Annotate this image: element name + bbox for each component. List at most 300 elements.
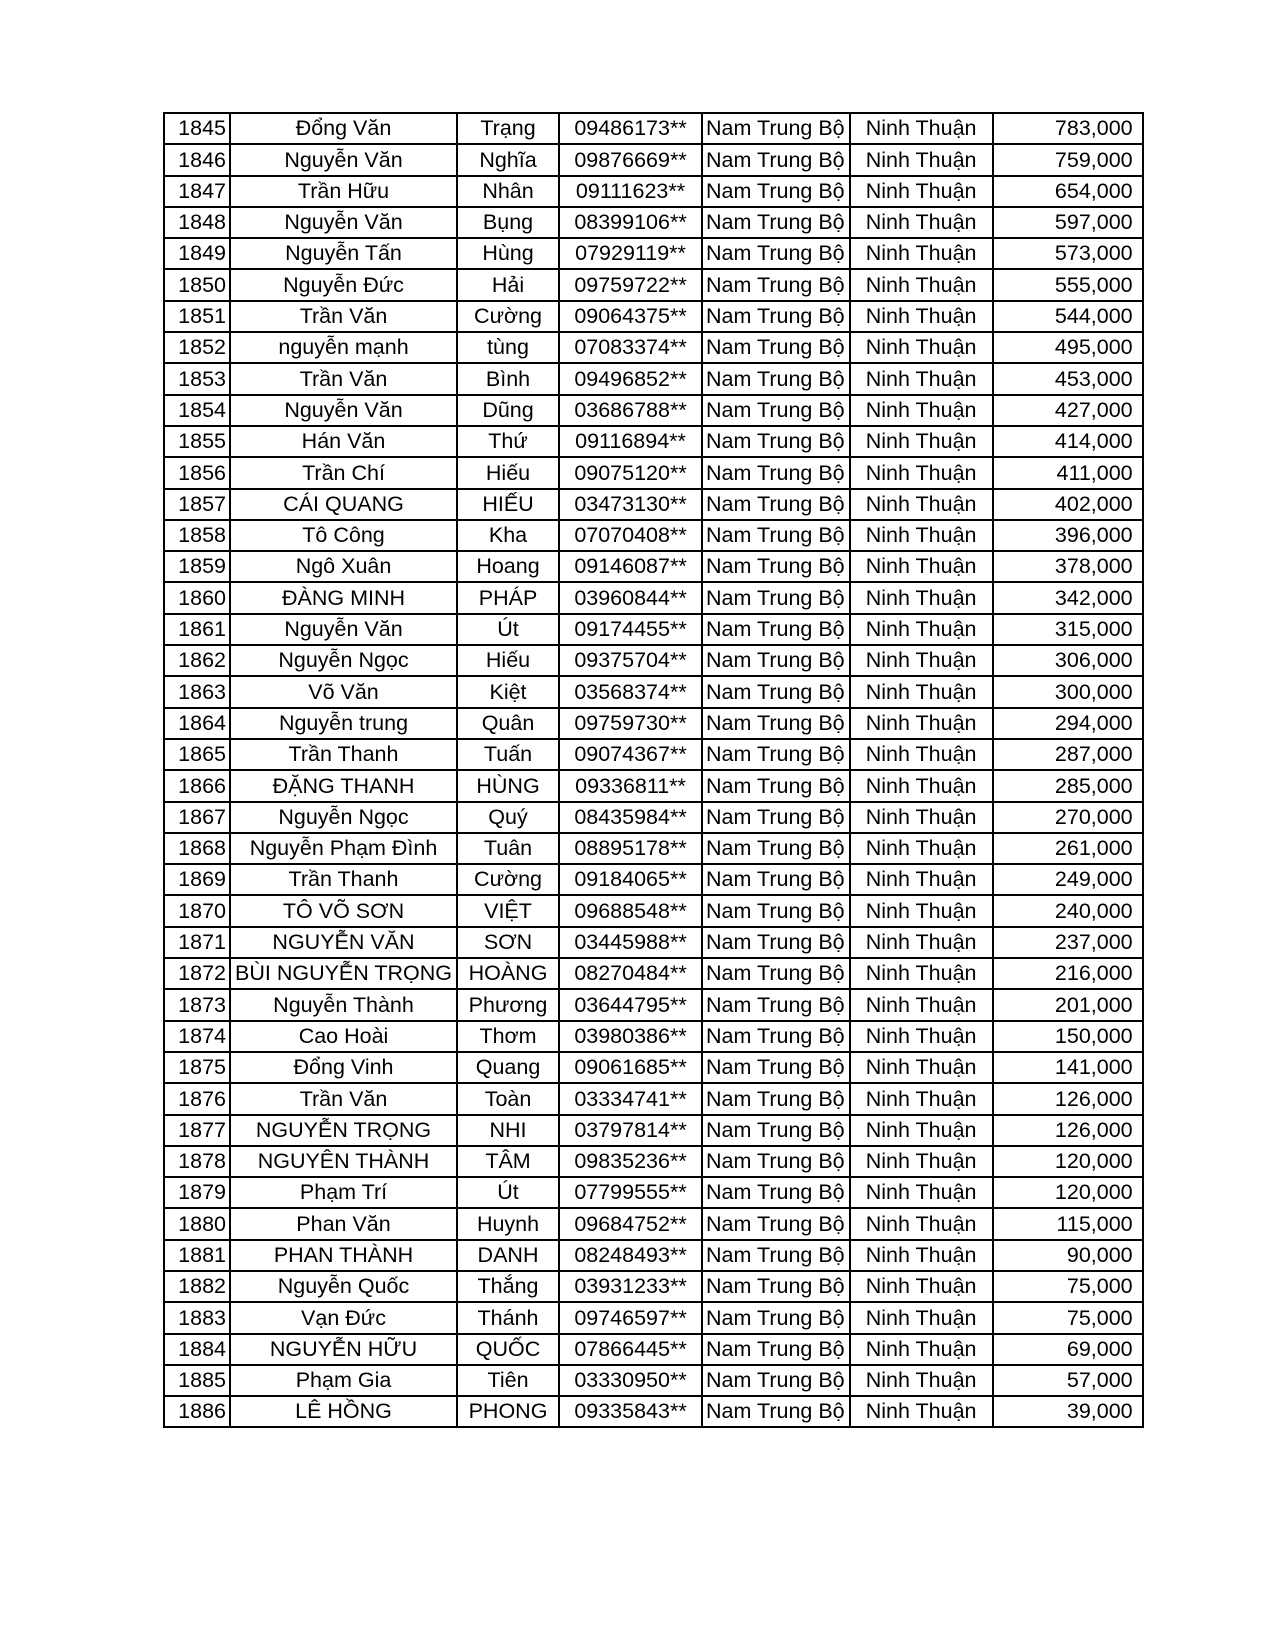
region-cell: Nam Trung Bộ xyxy=(702,551,850,582)
phone-number-cell: 08435984** xyxy=(559,802,702,833)
region-cell: Nam Trung Bộ xyxy=(702,113,850,144)
province-cell: Ninh Thuận xyxy=(850,1271,993,1302)
surname-middle-name-cell: Nguyễn Văn xyxy=(230,144,457,175)
row-number-cell: 1852 xyxy=(164,332,230,363)
region-cell: Nam Trung Bộ xyxy=(702,1302,850,1333)
row-number-cell: 1885 xyxy=(164,1365,230,1396)
surname-middle-name-cell: ĐẶNG THANH xyxy=(230,770,457,801)
amount-cell: 495,000 xyxy=(993,332,1143,363)
row-number-cell: 1856 xyxy=(164,457,230,488)
surname-middle-name-cell: Phạm Gia xyxy=(230,1365,457,1396)
row-number-cell: 1860 xyxy=(164,582,230,613)
table-row xyxy=(164,1083,1143,1114)
table-row xyxy=(164,551,1143,582)
table-row xyxy=(164,1271,1143,1302)
province-cell: Ninh Thuận xyxy=(850,363,993,394)
phone-number-cell: 09146087** xyxy=(559,551,702,582)
given-name-cell: Thơm xyxy=(457,1021,559,1052)
row-number-cell: 1870 xyxy=(164,895,230,926)
given-name-cell: Nhân xyxy=(457,176,559,207)
surname-middle-name-cell: Đổng Văn xyxy=(230,113,457,144)
row-number-cell: 1846 xyxy=(164,144,230,175)
region-cell: Nam Trung Bộ xyxy=(702,864,850,895)
amount-cell: 285,000 xyxy=(993,770,1143,801)
phone-number-cell: 03980386** xyxy=(559,1021,702,1052)
phone-number-cell: 07799555** xyxy=(559,1177,702,1208)
surname-middle-name-cell: Nguyễn Văn xyxy=(230,395,457,426)
region-cell: Nam Trung Bộ xyxy=(702,1177,850,1208)
surname-middle-name-cell: Cao Hoài xyxy=(230,1021,457,1052)
province-cell: Ninh Thuận xyxy=(850,895,993,926)
amount-cell: 414,000 xyxy=(993,426,1143,457)
given-name-cell: Nghĩa xyxy=(457,144,559,175)
amount-cell: 402,000 xyxy=(993,489,1143,520)
phone-number-cell: 09184065** xyxy=(559,864,702,895)
given-name-cell: Cường xyxy=(457,864,559,895)
given-name-cell: PHÁP xyxy=(457,582,559,613)
table-row xyxy=(164,833,1143,864)
phone-number-cell: 03960844** xyxy=(559,582,702,613)
region-cell: Nam Trung Bộ xyxy=(702,332,850,363)
phone-number-cell: 09336811** xyxy=(559,770,702,801)
amount-cell: 783,000 xyxy=(993,113,1143,144)
given-name-cell: Út xyxy=(457,614,559,645)
row-number-cell: 1884 xyxy=(164,1334,230,1365)
table-row xyxy=(164,1177,1143,1208)
table-row xyxy=(164,1208,1143,1239)
amount-cell: 759,000 xyxy=(993,144,1143,175)
region-cell: Nam Trung Bộ xyxy=(702,645,850,676)
province-cell: Ninh Thuận xyxy=(850,395,993,426)
province-cell: Ninh Thuận xyxy=(850,802,993,833)
given-name-cell: VIỆT xyxy=(457,895,559,926)
surname-middle-name-cell: PHAN THÀNH xyxy=(230,1240,457,1271)
province-cell: Ninh Thuận xyxy=(850,1396,993,1427)
surname-middle-name-cell: Nguyễn Văn xyxy=(230,207,457,238)
amount-cell: 261,000 xyxy=(993,833,1143,864)
amount-cell: 150,000 xyxy=(993,1021,1143,1052)
phone-number-cell: 03686788** xyxy=(559,395,702,426)
region-cell: Nam Trung Bộ xyxy=(702,708,850,739)
province-cell: Ninh Thuận xyxy=(850,489,993,520)
amount-cell: 57,000 xyxy=(993,1365,1143,1396)
region-cell: Nam Trung Bộ xyxy=(702,770,850,801)
given-name-cell: Trạng xyxy=(457,113,559,144)
surname-middle-name-cell: Nguyễn Phạm Đình xyxy=(230,833,457,864)
amount-cell: 396,000 xyxy=(993,520,1143,551)
surname-middle-name-cell: Trần Thanh xyxy=(230,739,457,770)
row-number-cell: 1866 xyxy=(164,770,230,801)
given-name-cell: Hải xyxy=(457,269,559,300)
given-name-cell: Bình xyxy=(457,363,559,394)
region-cell: Nam Trung Bộ xyxy=(702,489,850,520)
surname-middle-name-cell: Trần Văn xyxy=(230,301,457,332)
province-cell: Ninh Thuận xyxy=(850,1115,993,1146)
amount-cell: 141,000 xyxy=(993,1052,1143,1083)
province-cell: Ninh Thuận xyxy=(850,1146,993,1177)
row-number-cell: 1886 xyxy=(164,1396,230,1427)
region-cell: Nam Trung Bộ xyxy=(702,301,850,332)
given-name-cell: Quang xyxy=(457,1052,559,1083)
surname-middle-name-cell: Nguyễn Tấn xyxy=(230,238,457,269)
phone-number-cell: 09375704** xyxy=(559,645,702,676)
given-name-cell: PHONG xyxy=(457,1396,559,1427)
table-row xyxy=(164,1302,1143,1333)
phone-number-cell: 08895178** xyxy=(559,833,702,864)
region-cell: Nam Trung Bộ xyxy=(702,176,850,207)
province-cell: Ninh Thuận xyxy=(850,238,993,269)
phone-number-cell: 03330950** xyxy=(559,1365,702,1396)
region-cell: Nam Trung Bộ xyxy=(702,520,850,551)
row-number-cell: 1872 xyxy=(164,958,230,989)
data-table xyxy=(163,112,1144,1428)
region-cell: Nam Trung Bộ xyxy=(702,363,850,394)
region-cell: Nam Trung Bộ xyxy=(702,582,850,613)
province-cell: Ninh Thuận xyxy=(850,1302,993,1333)
table-row xyxy=(164,332,1143,363)
surname-middle-name-cell: Nguyễn Thành xyxy=(230,989,457,1020)
table-row xyxy=(164,1021,1143,1052)
phone-number-cell: 07929119** xyxy=(559,238,702,269)
given-name-cell: Cường xyxy=(457,301,559,332)
row-number-cell: 1851 xyxy=(164,301,230,332)
surname-middle-name-cell: ĐÀNG MINH xyxy=(230,582,457,613)
row-number-cell: 1858 xyxy=(164,520,230,551)
table-row xyxy=(164,207,1143,238)
surname-middle-name-cell: Vạn Đức xyxy=(230,1302,457,1333)
region-cell: Nam Trung Bộ xyxy=(702,1083,850,1114)
surname-middle-name-cell: Nguyễn trung xyxy=(230,708,457,739)
amount-cell: 427,000 xyxy=(993,395,1143,426)
phone-number-cell: 09174455** xyxy=(559,614,702,645)
table-row xyxy=(164,1240,1143,1271)
phone-number-cell: 09335843** xyxy=(559,1396,702,1427)
table-row xyxy=(164,708,1143,739)
province-cell: Ninh Thuận xyxy=(850,301,993,332)
region-cell: Nam Trung Bộ xyxy=(702,1052,850,1083)
province-cell: Ninh Thuận xyxy=(850,958,993,989)
phone-number-cell: 09075120** xyxy=(559,457,702,488)
amount-cell: 270,000 xyxy=(993,802,1143,833)
phone-number-cell: 09486173** xyxy=(559,113,702,144)
row-number-cell: 1871 xyxy=(164,927,230,958)
amount-cell: 75,000 xyxy=(993,1302,1143,1333)
table-row xyxy=(164,927,1143,958)
given-name-cell: Thắng xyxy=(457,1271,559,1302)
amount-cell: 453,000 xyxy=(993,363,1143,394)
phone-number-cell: 03473130** xyxy=(559,489,702,520)
phone-number-cell: 03644795** xyxy=(559,989,702,1020)
amount-cell: 544,000 xyxy=(993,301,1143,332)
region-cell: Nam Trung Bộ xyxy=(702,833,850,864)
region-cell: Nam Trung Bộ xyxy=(702,238,850,269)
given-name-cell: HOÀNG xyxy=(457,958,559,989)
given-name-cell: Hiếu xyxy=(457,457,559,488)
given-name-cell: tùng xyxy=(457,332,559,363)
province-cell: Ninh Thuận xyxy=(850,551,993,582)
row-number-cell: 1883 xyxy=(164,1302,230,1333)
province-cell: Ninh Thuận xyxy=(850,1240,993,1271)
province-cell: Ninh Thuận xyxy=(850,1365,993,1396)
surname-middle-name-cell: Trần Chí xyxy=(230,457,457,488)
row-number-cell: 1864 xyxy=(164,708,230,739)
region-cell: Nam Trung Bộ xyxy=(702,676,850,707)
row-number-cell: 1875 xyxy=(164,1052,230,1083)
province-cell: Ninh Thuận xyxy=(850,1052,993,1083)
row-number-cell: 1847 xyxy=(164,176,230,207)
surname-middle-name-cell: Nguyễn Đức xyxy=(230,269,457,300)
amount-cell: 240,000 xyxy=(993,895,1143,926)
row-number-cell: 1855 xyxy=(164,426,230,457)
table-row xyxy=(164,958,1143,989)
given-name-cell: Tuân xyxy=(457,833,559,864)
surname-middle-name-cell: Trần Thanh xyxy=(230,864,457,895)
surname-middle-name-cell: Hán Văn xyxy=(230,426,457,457)
phone-number-cell: 07070408** xyxy=(559,520,702,551)
given-name-cell: HÙNG xyxy=(457,770,559,801)
amount-cell: 201,000 xyxy=(993,989,1143,1020)
surname-middle-name-cell: Nguyễn Quốc xyxy=(230,1271,457,1302)
province-cell: Ninh Thuận xyxy=(850,269,993,300)
province-cell: Ninh Thuận xyxy=(850,582,993,613)
given-name-cell: Kiệt xyxy=(457,676,559,707)
given-name-cell: Hoang xyxy=(457,551,559,582)
table-row xyxy=(164,1115,1143,1146)
row-number-cell: 1882 xyxy=(164,1271,230,1302)
amount-cell: 597,000 xyxy=(993,207,1143,238)
given-name-cell: Bụng xyxy=(457,207,559,238)
row-number-cell: 1848 xyxy=(164,207,230,238)
surname-middle-name-cell: Phạm Trí xyxy=(230,1177,457,1208)
amount-cell: 115,000 xyxy=(993,1208,1143,1239)
given-name-cell: Dũng xyxy=(457,395,559,426)
province-cell: Ninh Thuận xyxy=(850,833,993,864)
province-cell: Ninh Thuận xyxy=(850,927,993,958)
row-number-cell: 1849 xyxy=(164,238,230,269)
given-name-cell: Hùng xyxy=(457,238,559,269)
row-number-cell: 1865 xyxy=(164,739,230,770)
table-row xyxy=(164,676,1143,707)
phone-number-cell: 03334741** xyxy=(559,1083,702,1114)
surname-middle-name-cell: Nguyễn Ngọc xyxy=(230,645,457,676)
surname-middle-name-cell: NGUYỄN TRỌNG xyxy=(230,1115,457,1146)
phone-number-cell: 03445988** xyxy=(559,927,702,958)
province-cell: Ninh Thuận xyxy=(850,676,993,707)
given-name-cell: Quý xyxy=(457,802,559,833)
row-number-cell: 1850 xyxy=(164,269,230,300)
surname-middle-name-cell: Đổng Vinh xyxy=(230,1052,457,1083)
surname-middle-name-cell: nguyễn mạnh xyxy=(230,332,457,363)
region-cell: Nam Trung Bộ xyxy=(702,802,850,833)
phone-number-cell: 03797814** xyxy=(559,1115,702,1146)
phone-number-cell: 07866445** xyxy=(559,1334,702,1365)
amount-cell: 120,000 xyxy=(993,1177,1143,1208)
row-number-cell: 1880 xyxy=(164,1208,230,1239)
surname-middle-name-cell: TÔ VÕ SƠN xyxy=(230,895,457,926)
region-cell: Nam Trung Bộ xyxy=(702,1271,850,1302)
region-cell: Nam Trung Bộ xyxy=(702,1115,850,1146)
surname-middle-name-cell: NGUYÊN THÀNH xyxy=(230,1146,457,1177)
table-row xyxy=(164,395,1143,426)
province-cell: Ninh Thuận xyxy=(850,708,993,739)
surname-middle-name-cell: Ngô Xuân xyxy=(230,551,457,582)
region-cell: Nam Trung Bộ xyxy=(702,895,850,926)
region-cell: Nam Trung Bộ xyxy=(702,1146,850,1177)
province-cell: Ninh Thuận xyxy=(850,1177,993,1208)
surname-middle-name-cell: Trần Văn xyxy=(230,1083,457,1114)
table-row xyxy=(164,802,1143,833)
amount-cell: 287,000 xyxy=(993,739,1143,770)
given-name-cell: Hiếu xyxy=(457,645,559,676)
province-cell: Ninh Thuận xyxy=(850,457,993,488)
table-row xyxy=(164,489,1143,520)
row-number-cell: 1861 xyxy=(164,614,230,645)
region-cell: Nam Trung Bộ xyxy=(702,989,850,1020)
amount-cell: 315,000 xyxy=(993,614,1143,645)
row-number-cell: 1878 xyxy=(164,1146,230,1177)
amount-cell: 294,000 xyxy=(993,708,1143,739)
amount-cell: 126,000 xyxy=(993,1083,1143,1114)
phone-number-cell: 09746597** xyxy=(559,1302,702,1333)
amount-cell: 249,000 xyxy=(993,864,1143,895)
region-cell: Nam Trung Bộ xyxy=(702,457,850,488)
region-cell: Nam Trung Bộ xyxy=(702,426,850,457)
amount-cell: 573,000 xyxy=(993,238,1143,269)
amount-cell: 39,000 xyxy=(993,1396,1143,1427)
row-number-cell: 1868 xyxy=(164,833,230,864)
amount-cell: 126,000 xyxy=(993,1115,1143,1146)
phone-number-cell: 07083374** xyxy=(559,332,702,363)
given-name-cell: Huynh xyxy=(457,1208,559,1239)
row-number-cell: 1853 xyxy=(164,363,230,394)
province-cell: Ninh Thuận xyxy=(850,520,993,551)
province-cell: Ninh Thuận xyxy=(850,1334,993,1365)
region-cell: Nam Trung Bộ xyxy=(702,739,850,770)
amount-cell: 654,000 xyxy=(993,176,1143,207)
region-cell: Nam Trung Bộ xyxy=(702,207,850,238)
province-cell: Ninh Thuận xyxy=(850,864,993,895)
row-number-cell: 1873 xyxy=(164,989,230,1020)
region-cell: Nam Trung Bộ xyxy=(702,1021,850,1052)
table-row xyxy=(164,739,1143,770)
region-cell: Nam Trung Bộ xyxy=(702,1240,850,1271)
amount-cell: 237,000 xyxy=(993,927,1143,958)
phone-number-cell: 09835236** xyxy=(559,1146,702,1177)
given-name-cell: Út xyxy=(457,1177,559,1208)
table-row xyxy=(164,144,1143,175)
table-row xyxy=(164,176,1143,207)
table-row xyxy=(164,363,1143,394)
table-row xyxy=(164,614,1143,645)
amount-cell: 69,000 xyxy=(993,1334,1143,1365)
province-cell: Ninh Thuận xyxy=(850,332,993,363)
phone-number-cell: 09688548** xyxy=(559,895,702,926)
province-cell: Ninh Thuận xyxy=(850,144,993,175)
region-cell: Nam Trung Bộ xyxy=(702,1365,850,1396)
surname-middle-name-cell: Trần Văn xyxy=(230,363,457,394)
surname-middle-name-cell: Võ Văn xyxy=(230,676,457,707)
table-row xyxy=(164,520,1143,551)
table-body xyxy=(164,113,1143,1427)
region-cell: Nam Trung Bộ xyxy=(702,614,850,645)
amount-cell: 120,000 xyxy=(993,1146,1143,1177)
given-name-cell: HIẾU xyxy=(457,489,559,520)
table-row xyxy=(164,645,1143,676)
surname-middle-name-cell: LÊ HỒNG xyxy=(230,1396,457,1427)
table-row xyxy=(164,1146,1143,1177)
amount-cell: 378,000 xyxy=(993,551,1143,582)
amount-cell: 411,000 xyxy=(993,457,1143,488)
row-number-cell: 1845 xyxy=(164,113,230,144)
surname-middle-name-cell: Tô Công xyxy=(230,520,457,551)
phone-number-cell: 09496852** xyxy=(559,363,702,394)
region-cell: Nam Trung Bộ xyxy=(702,1208,850,1239)
given-name-cell: Thánh xyxy=(457,1302,559,1333)
given-name-cell: Phương xyxy=(457,989,559,1020)
amount-cell: 216,000 xyxy=(993,958,1143,989)
table-row xyxy=(164,989,1143,1020)
phone-number-cell: 09759730** xyxy=(559,708,702,739)
surname-middle-name-cell: BÙI NGUYỄN TRỌNG xyxy=(230,958,457,989)
amount-cell: 342,000 xyxy=(993,582,1143,613)
province-cell: Ninh Thuận xyxy=(850,614,993,645)
row-number-cell: 1877 xyxy=(164,1115,230,1146)
given-name-cell: Thứ xyxy=(457,426,559,457)
given-name-cell: DANH xyxy=(457,1240,559,1271)
surname-middle-name-cell: Trần Hữu xyxy=(230,176,457,207)
row-number-cell: 1867 xyxy=(164,802,230,833)
given-name-cell: QUỐC xyxy=(457,1334,559,1365)
surname-middle-name-cell: NGUYỄN VĂN xyxy=(230,927,457,958)
phone-number-cell: 08248493** xyxy=(559,1240,702,1271)
province-cell: Ninh Thuận xyxy=(850,739,993,770)
amount-cell: 75,000 xyxy=(993,1271,1143,1302)
phone-number-cell: 09876669** xyxy=(559,144,702,175)
row-number-cell: 1854 xyxy=(164,395,230,426)
surname-middle-name-cell: CÁI QUANG xyxy=(230,489,457,520)
given-name-cell: TÂM xyxy=(457,1146,559,1177)
phone-number-cell: 09116894** xyxy=(559,426,702,457)
region-cell: Nam Trung Bộ xyxy=(702,1334,850,1365)
amount-cell: 300,000 xyxy=(993,676,1143,707)
table-row xyxy=(164,269,1143,300)
row-number-cell: 1876 xyxy=(164,1083,230,1114)
surname-middle-name-cell: Nguyễn Văn xyxy=(230,614,457,645)
surname-middle-name-cell: NGUYỄN HỮU xyxy=(230,1334,457,1365)
region-cell: Nam Trung Bộ xyxy=(702,958,850,989)
given-name-cell: SƠN xyxy=(457,927,559,958)
province-cell: Ninh Thuận xyxy=(850,770,993,801)
surname-middle-name-cell: Phan Văn xyxy=(230,1208,457,1239)
row-number-cell: 1869 xyxy=(164,864,230,895)
given-name-cell: Toàn xyxy=(457,1083,559,1114)
given-name-cell: Tiên xyxy=(457,1365,559,1396)
given-name-cell: NHI xyxy=(457,1115,559,1146)
phone-number-cell: 03568374** xyxy=(559,676,702,707)
table-row xyxy=(164,770,1143,801)
region-cell: Nam Trung Bộ xyxy=(702,144,850,175)
row-number-cell: 1879 xyxy=(164,1177,230,1208)
table-row xyxy=(164,1365,1143,1396)
amount-cell: 306,000 xyxy=(993,645,1143,676)
amount-cell: 90,000 xyxy=(993,1240,1143,1271)
table-row xyxy=(164,457,1143,488)
province-cell: Ninh Thuận xyxy=(850,1208,993,1239)
amount-cell: 555,000 xyxy=(993,269,1143,300)
phone-number-cell: 08399106** xyxy=(559,207,702,238)
region-cell: Nam Trung Bộ xyxy=(702,927,850,958)
row-number-cell: 1859 xyxy=(164,551,230,582)
